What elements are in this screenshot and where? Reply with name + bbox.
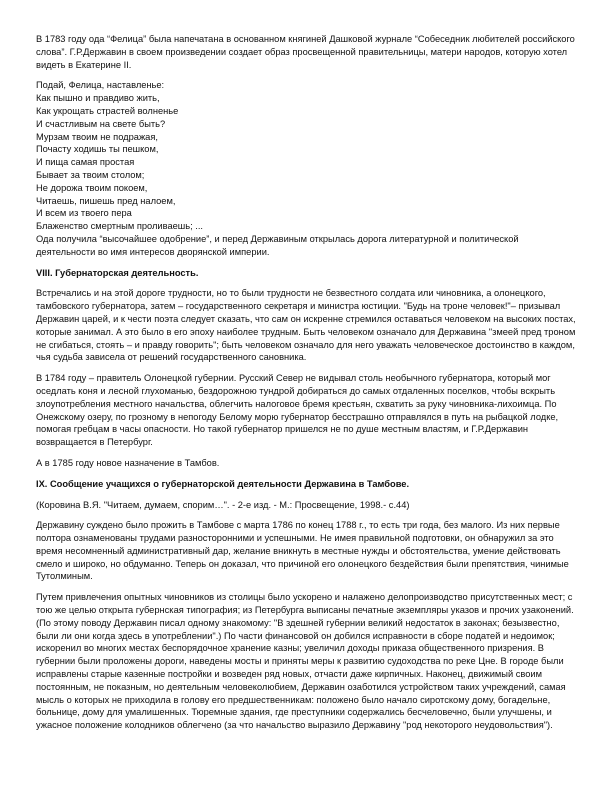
section-9-heading: IX. Сообщение учащихся о губернаторской деятельности Державина в Тамбове. (36, 478, 410, 489)
document-page (36, 33, 579, 740)
section-8-paragraph: А в 1785 году новое назначение в Тамбов. (36, 457, 220, 468)
poem-line: Мурзам твоим не подражая, (36, 131, 158, 142)
poem-line: Читаешь, пишешь пред налоем, (36, 195, 176, 206)
poem-line: И счастливым на свете быть? (36, 118, 166, 129)
poem-line: Как укрощать страстей волненье (36, 105, 179, 116)
poem-line: Бывает за твоим столом; (36, 169, 145, 180)
section-9-paragraph: Державину суждено было прожить в Тамбове с марта 1786 по конец 1788 г., то есть три года, без малого. Из них первые полтора ознаменованы трудами разносторонними и успешными. Не имея правильной подготовки, он обнаружил за это время несомненный административный дар, желание вникнуть в местные нужды и обстоятельства, умение действовать смело и широко, но обдуманно. Теперь он доказал, что причиной его олонецкого бездействия были препятствия, чинимые Тутолминым. (36, 520, 569, 582)
poem-line: Почасту ходишь ты пешком, (36, 144, 159, 155)
poem-line: Как пышно и правдиво жить, (36, 93, 160, 104)
poem-line: Блаженство смертным проливаешь; ... (36, 221, 204, 232)
poem-line: Подай, Фелица, наставленье: (36, 80, 165, 91)
poem-excerpt (36, 79, 579, 233)
poem-line: И всем из твоего пера (36, 208, 132, 219)
section-8-heading: VIII. Губернаторская деятельность. (36, 267, 199, 278)
after-poem-paragraph: Ода получила “высочайшее одобрение”, и перед Державиным открылась дорога литературной и политической деятельности во имя интересов дворянской империи. (36, 233, 519, 257)
section-9-paragraph: Путем привлечения опытных чиновников из столицы было ускорено и налажено делопроизводство присутственных мест; с тою же целью открыта губернская типография; из Петербурга выписаны печатные экземпляры указов и прочих узаконений. (По этому поводу Державин писал одному знакомому: "В здешней губернии великий недостаток в законах; безызвестно, были ли они когда здесь в употреблении".) По части финансовой он добился исправности в сборе податей и недоимок; искоренил во многих местах беспорядочное хранение казны; увеличил доходы приказа общественного призрения. В губернии были проложены дороги, наведены мосты и приняты меры к развитию судоходства по реке Цне. В городе были исправлены старые казенные постройки и возведен ряд новых, отчасти даже кирпичных. Наконец, движимый своим постоянным, не показным, но деятельным человеколюбием, Державин озаботился устройством таких учреждений, самая мысль о которых не приходила в голову его предшественникам: положено было начало сиротскому дому, богадельне, больнице, дому для умалишенных. Тюремные здания, где преступники содержались бесчеловечно, были улучшены, и ужасное положение колодников облегчено (за что начальство выразило Державину "род некоторого неудовольствия"). (36, 592, 574, 731)
section-8-paragraph: Встречались и на этой дороге трудности, но то были трудности не безвестного солдата или чиновника, а олонецкого, тамбовского губернатора, затем – государственного секретаря и министра юстиции. "Будь на троне человек!"– призывал Державин царей, и к чести поэта следует сказать, что сам он искренне стремился оставаться человеком на высоких постах, которые занимал. А это было в ero эпоху наиболее трудным. Быть человеком означало для Державина "змеей пред троном не сгибаться, стоять – и правду говорить"; быть человеком означало для него уважать человеческое достоинство в каждом, чья судьба зависела от решений государственного сановника. (36, 288, 576, 363)
poem-line: Не дорожа твоим покоем, (36, 182, 148, 193)
section-8-paragraph: В 1784 году – правитель Олонецкой губернии. Русский Север не видывал столь необычного губернатора, который мог оседлать коня и лесной глухоманью, бездорожною тундрой добираться до самых отдаленных поселков, чтобы вскрыть злоупотребления местного начальства, облегчить налоговое бремя крестьян, схватить за руку чиновника-лихоимца. По Онежскому озеру, по грозному в непогоду Белому морю губернатор бесстрашно отправлялся в путь на рыбацкой лодке, помогая гребцам в часы опасности. Но такой губернатор пришелся не по душе местным властям, и Г.Р.Державин возвращается в Петербург. (36, 373, 559, 448)
citation: (Коровина В.Я. "Читаем, думаем, спорим…". - 2-е изд. - М.: Просвещение, 1998.- с.44) (36, 499, 410, 510)
poem-line: И пища самая простая (36, 157, 135, 168)
intro-paragraph: В 1783 году ода “Фелица” была напечатана в основанном княгиней Дашковой журнале “Собеседник любителей российского слова”. Г.Р.Державин в своем произведении создает образ просвещенной правительницы, матери народов, которую хотел видеть в Екатерине II. (36, 34, 575, 70)
